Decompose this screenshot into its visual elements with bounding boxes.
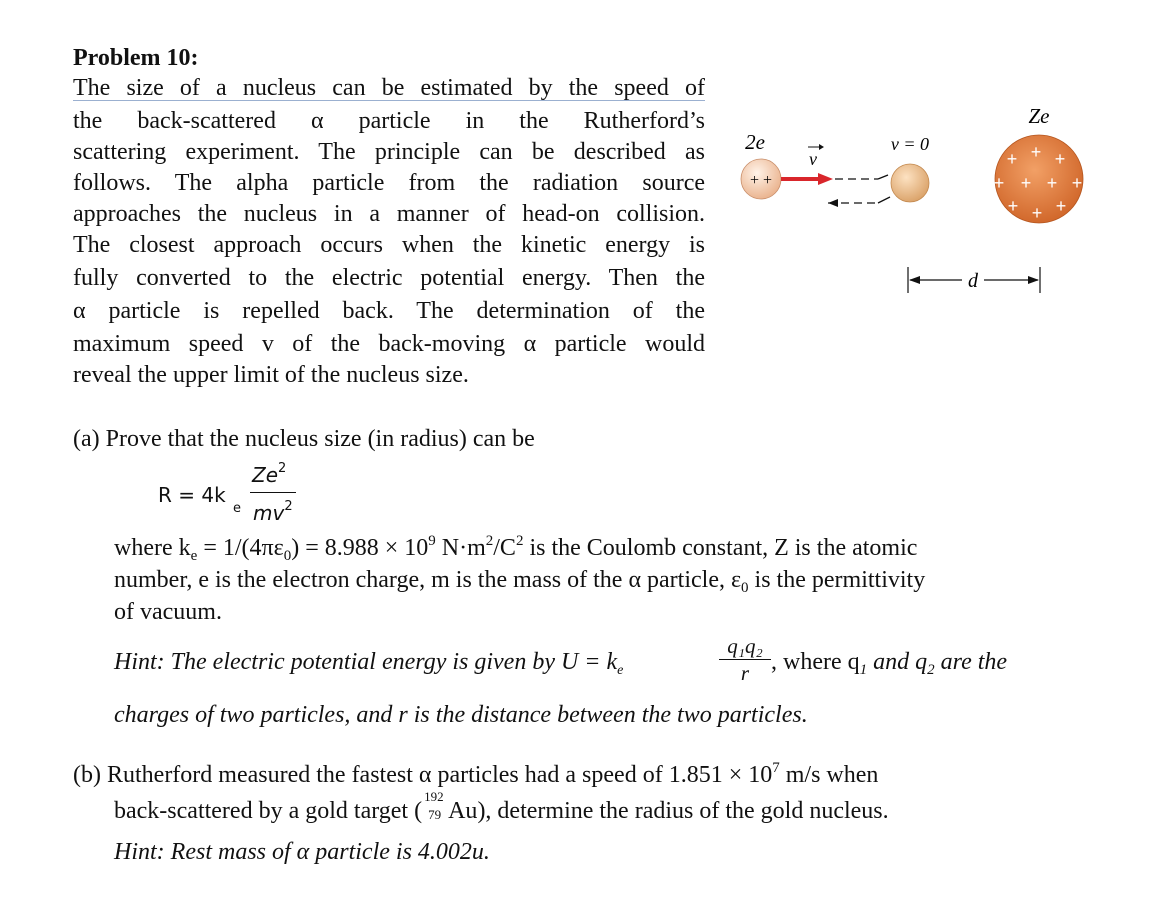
hint-text: are the xyxy=(934,649,1008,675)
hint-fraction-den: r xyxy=(740,661,750,685)
intro-line-6: The closest approach occurs when the kinetic energy is xyxy=(73,232,705,258)
formula-denominator xyxy=(253,501,293,525)
q2-subscript: 2 xyxy=(927,662,935,678)
hint-text: Hint: The electric potential energy is given by U = k xyxy=(114,649,618,675)
plus-sign: + xyxy=(1055,196,1067,216)
part-b-line-2 xyxy=(114,789,889,827)
hint-fraction-num: q₁q₂ xyxy=(719,633,771,660)
where-line-3: of vacuum. xyxy=(114,599,222,625)
intro-paragraph xyxy=(73,73,705,391)
hint-b: Hint: Rest mass of α particle is 4.002u. xyxy=(114,839,490,865)
nuclide-notation xyxy=(422,789,448,822)
plus-sign: + xyxy=(1030,142,1042,162)
where-line-2 xyxy=(114,565,925,596)
part-b-text: back-scattered by a gold target ( xyxy=(114,798,423,824)
velocity-vector-head xyxy=(819,144,824,150)
distance-arrow-right xyxy=(1028,276,1039,284)
hint-text: , where q xyxy=(771,649,860,675)
plus-sign: + xyxy=(1007,196,1019,216)
where-text: number, e is the electron charge, m is the mass of the α particle, ε xyxy=(114,567,742,593)
plus-sign: + xyxy=(993,173,1005,193)
plus-sign: + xyxy=(1020,173,1032,193)
part-b-text: m/s when xyxy=(779,762,879,788)
atomic-number: 79 xyxy=(428,807,442,822)
mass-number: 192 xyxy=(424,789,444,804)
where-line-1 xyxy=(114,533,1058,564)
formula-fraction-bar xyxy=(250,492,296,493)
distance-arrow-left xyxy=(909,276,920,284)
problem-title: Problem 10: xyxy=(73,45,199,71)
ke-subscript: e xyxy=(190,548,198,564)
intro-line-10: reveal the upper limit of the nucleus size. xyxy=(73,362,469,388)
hint-ke-subscript: e xyxy=(617,663,624,678)
intro-line-7: fully converted to the electric potential energy. Then the xyxy=(73,265,705,291)
exp-2: 2 xyxy=(515,533,524,549)
formula-lhs: R = 4k xyxy=(158,483,226,507)
formula-den-text: mv xyxy=(253,501,285,525)
exp-9: 9 xyxy=(428,533,436,549)
formula-num-exp: 2 xyxy=(278,461,287,476)
dashed-return-bend xyxy=(878,197,890,203)
hint-a-line-1-end xyxy=(771,647,1007,678)
nucleus-charge-label: Ze xyxy=(1028,104,1050,128)
part-b-text: (b) Rutherford measured the fastest α particles had a speed of 1.851 × 10 xyxy=(73,762,773,788)
red-arrow-head xyxy=(818,173,833,185)
hint-text: and q xyxy=(867,649,928,675)
formula-num-text: Ze xyxy=(252,463,279,487)
return-arrow-head xyxy=(828,199,838,207)
alpha-charge-label: 2e xyxy=(745,130,765,154)
formula-den-exp: 2 xyxy=(284,499,293,514)
part-a-lead: (a) Prove that the nucleus size (in radius) can be xyxy=(73,426,535,452)
part-b-text: ), determine the radius of the gold nucleus. xyxy=(477,798,889,824)
intro-line-9: maximum speed v of the back-moving α particle would xyxy=(73,331,705,357)
rutherford-diagram xyxy=(730,95,1110,310)
exp-7: 7 xyxy=(772,760,780,776)
plus-sign: + xyxy=(1046,173,1058,193)
intro-line-1: The size of a nucleus can be estimated by the speed of xyxy=(73,75,705,101)
where-text: ) = 8.988 × 10 xyxy=(291,535,429,561)
hint-a-line-2: charges of two particles, and r is the distance between the two particles. xyxy=(114,702,808,728)
where-text: = 1/(4πε xyxy=(197,535,284,561)
intro-line-3: scattering experiment. The principle can be described as xyxy=(73,139,705,165)
intro-line-8: α particle is repelled back. The determination of the xyxy=(73,298,705,324)
epsilon-subscript: 0 xyxy=(283,548,292,564)
alpha-plus-signs: + + xyxy=(749,172,773,189)
plus-sign: + xyxy=(1031,203,1043,223)
velocity-label: v xyxy=(809,149,817,169)
hint-a-line-1 xyxy=(114,647,623,678)
plus-sign: + xyxy=(1054,149,1066,169)
intro-line-5: approaches the nucleus in a manner of head-on collision. xyxy=(73,201,705,227)
where-text: is the Coulomb constant, Z is the atomic xyxy=(523,535,918,561)
rest-label: v = 0 xyxy=(890,134,930,154)
alpha-at-rest xyxy=(891,164,929,202)
where-text: /C xyxy=(493,535,516,561)
part-b-line-1 xyxy=(73,760,878,791)
plus-sign: + xyxy=(1071,173,1083,193)
hint-fraction xyxy=(719,633,771,686)
exp-2: 2 xyxy=(485,533,494,549)
plus-sign: + xyxy=(1006,149,1018,169)
where-text: N·m xyxy=(435,535,486,561)
formula-ke-subscript: e xyxy=(233,501,241,516)
intro-line-2: the back-scattered α particle in the Rutherford’s xyxy=(73,108,705,134)
distance-label: d xyxy=(968,270,978,292)
dashed-bend xyxy=(878,175,888,179)
element-symbol: Au xyxy=(448,798,478,824)
epsilon-subscript: 0 xyxy=(741,580,749,596)
q1-subscript: 1 xyxy=(859,662,868,678)
intro-line-4: follows. The alpha particle from the radiation source xyxy=(73,170,705,196)
where-text: is the permittivity xyxy=(748,567,926,593)
formula-numerator xyxy=(252,463,286,487)
where-text: where k xyxy=(114,535,191,561)
